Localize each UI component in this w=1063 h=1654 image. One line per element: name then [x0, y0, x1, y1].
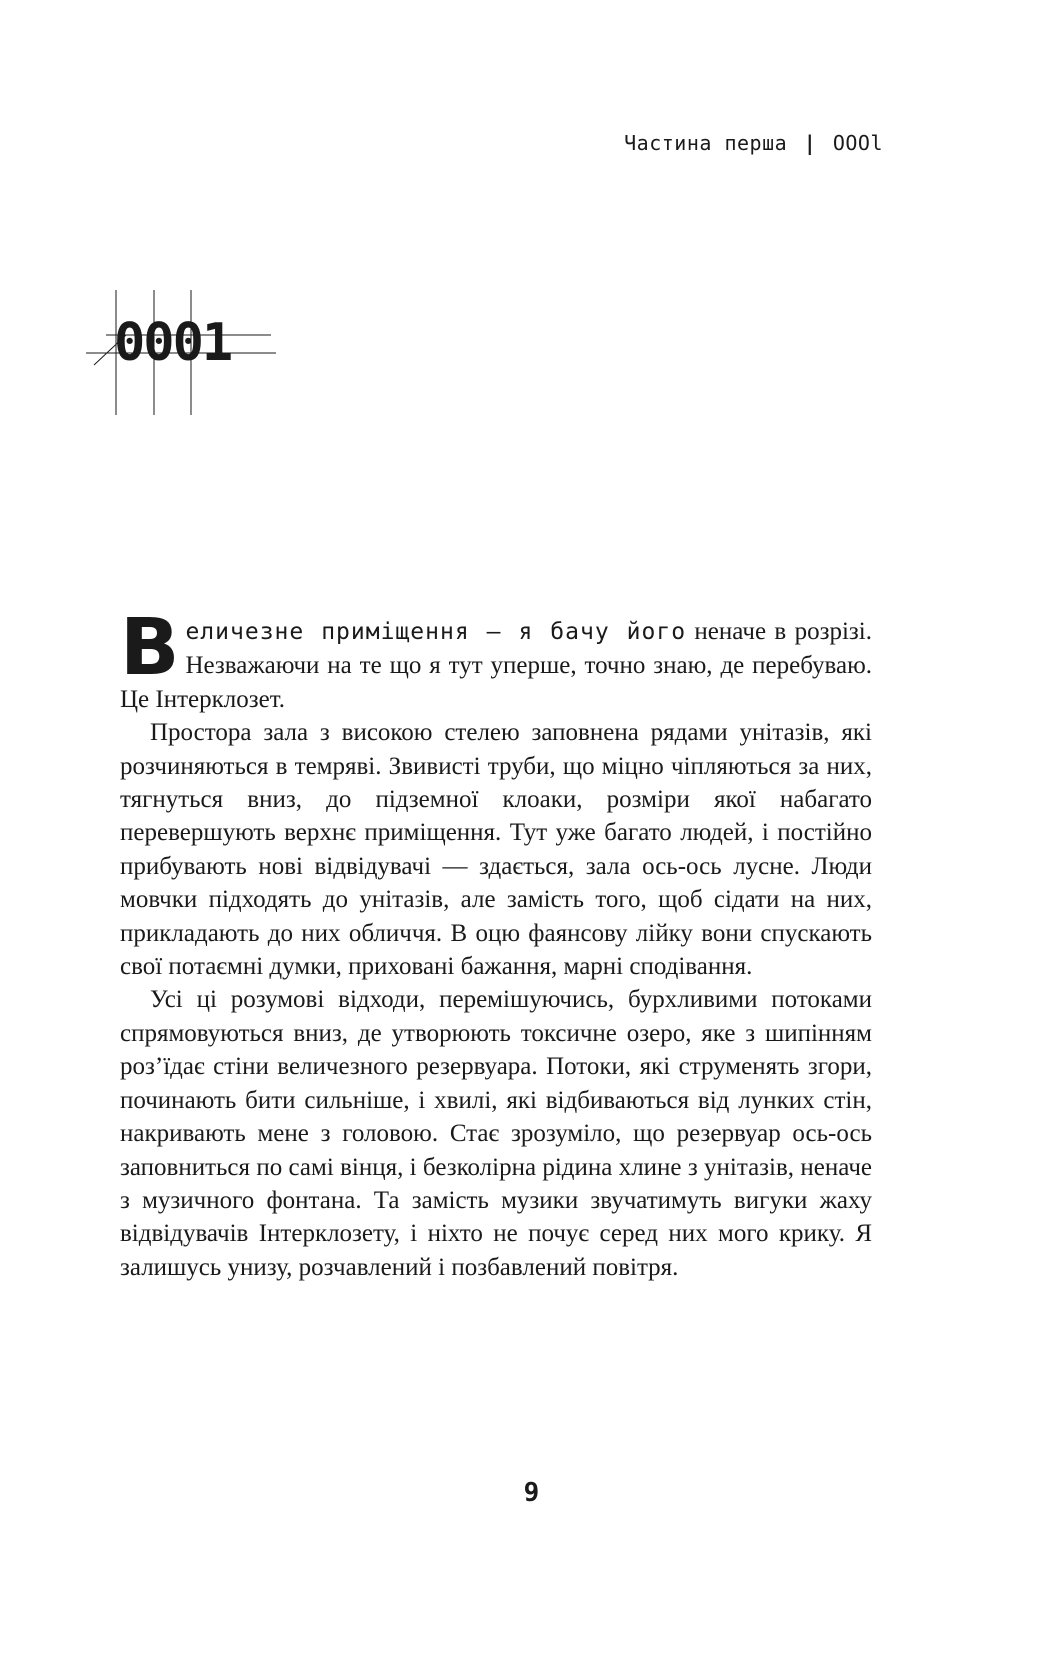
chapter-number: 0001 — [114, 313, 232, 373]
drop-cap: В — [120, 603, 180, 693]
chapter-body — [120, 603, 872, 1284]
paragraph-3: Усі ці розумові відходи, перемішуючись, бурхливими потоками спрямовуються вниз, де утворюють токсичне озеро, яке з шипінням роз’їдає стіни величезного резервуара. Потоки, які струменять згори, починають бити сильніше, і хвилі, які відбиваються від лунких стін, накривають мене з головою. Стає зрозуміло, що резервуар ось-ось заповниться по самі вінця, і безколірна рідина хлине з унітазів, неначе з музичного фонтана. Та замість музики звучатимуть вигуки жаху відвідувачів Інтерклозету, і ніхто не почує серед них мого крику. Я залишусь унизу, розчавлений і позбавлений повітря. — [120, 986, 872, 1281]
header-separator: | — [803, 131, 817, 155]
paragraph-1 — [120, 603, 872, 716]
paragraph-2: Простора зала з високою стелею заповнена рядами унітазів, які розчиняються в темряві. Звивисті труби, що міцно чіпляються за них, тягнуться вниз, до підземної клоаки, розміри якої набагато перевершують верхнє приміщення. Тут уже багато людей, і постійно прибувають нові відвідувачі — здається, зала ось-ось лусне. Люди мовчки підходять до унітазів, але замість того, щоб сідати на них, прикладають до них обличчя. В оцю фаянсову лійку вони спускають свої потаємні думки, приховані бажання, марні сподівання. — [120, 719, 872, 981]
running-header — [624, 131, 883, 155]
chapter-number-graphic — [86, 290, 276, 415]
chapter-code: OOOl — [832, 131, 883, 155]
part-label: Частина перша — [624, 131, 788, 155]
paragraph-1-text: неначе в розрізі. Незважаючи на те що я тут уперше, точно знаю, де перебуваю. Це Інтерклозет. — [120, 618, 872, 713]
page-number: 9 — [523, 1478, 540, 1508]
lead-in: еличезне приміщення — я бачу його — [185, 619, 687, 645]
